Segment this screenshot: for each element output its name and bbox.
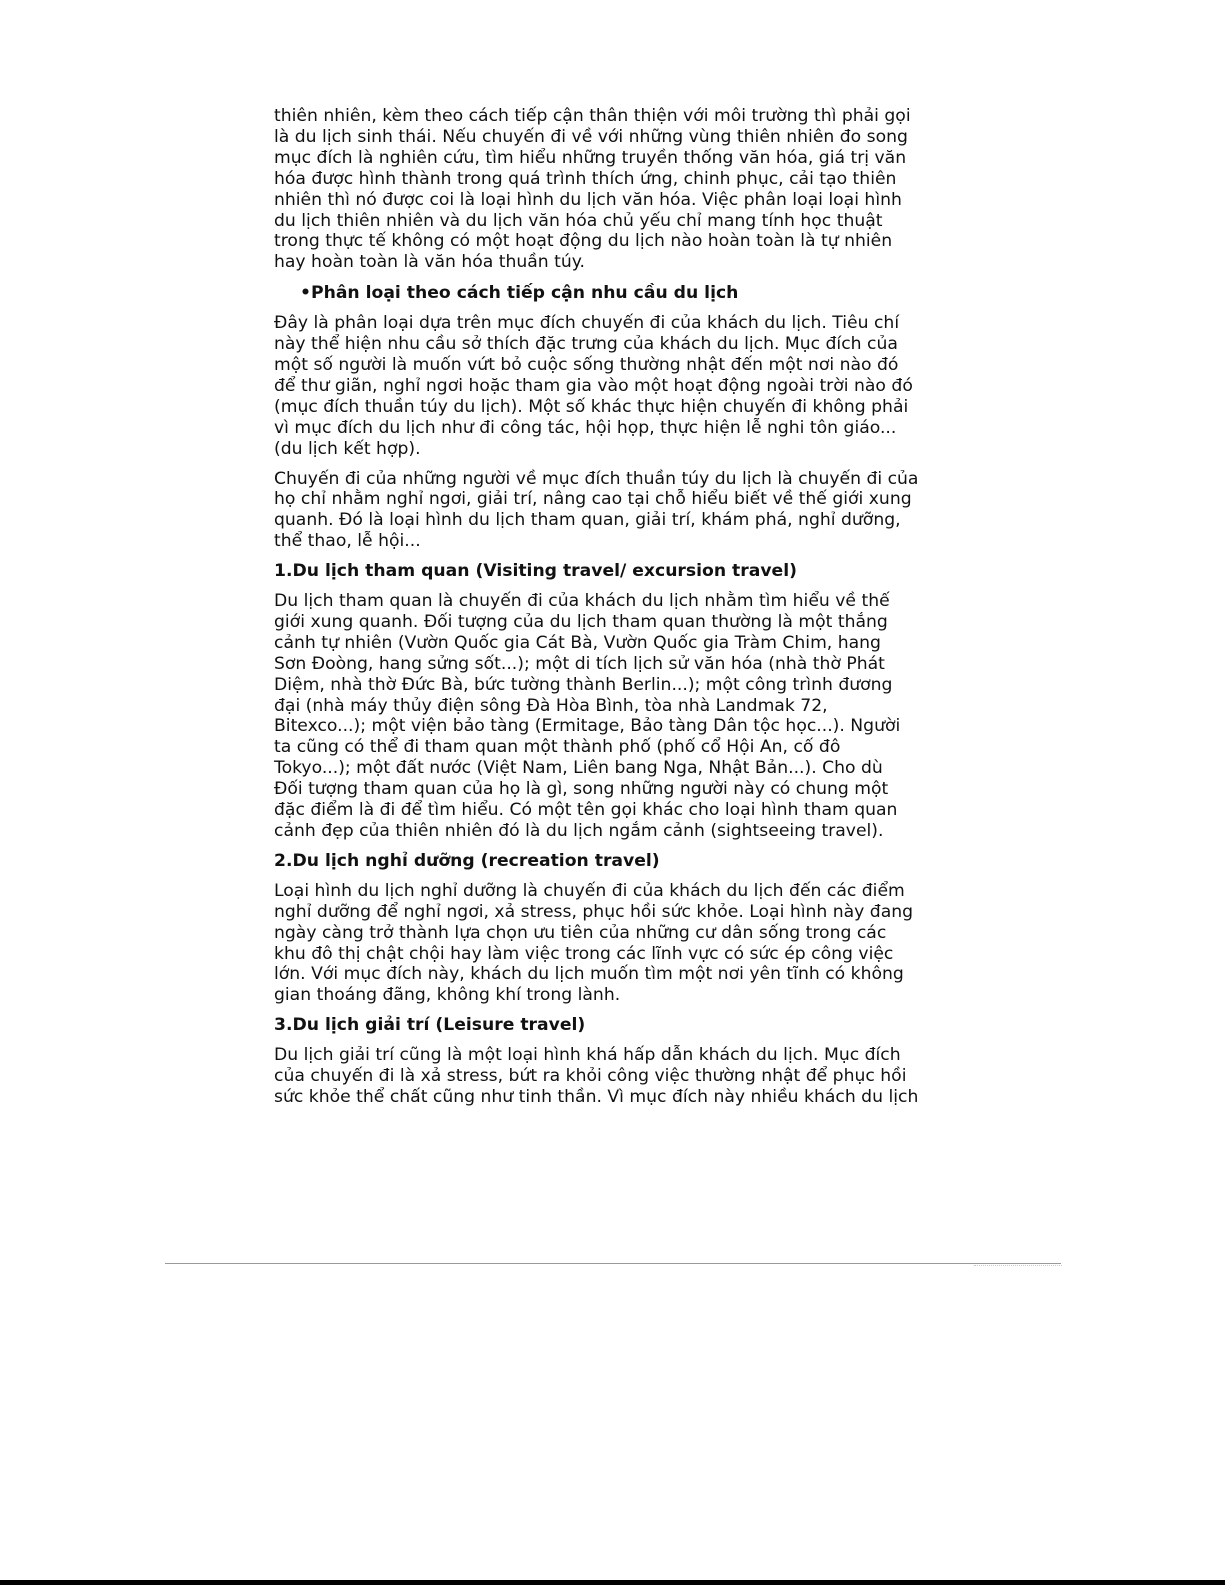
bottom-edge-bar (0, 1580, 1225, 1585)
paragraph-leisure-travel: Du lịch giải trí cũng là một loại hình khá hấp dẫn khách du lịch. Mục đích của chuyến đi là xả stress, bứt ra khỏi công việc thường nhật để phục hồi sức khỏe thể chất cũng như tinh thần. Vì mục đích này nhiều khách du lịch (274, 1045, 919, 1107)
page-divider (165, 1263, 1061, 1264)
heading-leisure-travel: 3.Du lịch giải trí (Leisure travel) (274, 1015, 586, 1036)
page-divider-tail (974, 1265, 1062, 1266)
document-page (274, 106, 964, 1108)
bullet-heading-classification: •Phân loại theo cách tiếp cận nhu cầu du lịch (300, 283, 739, 304)
heading-visiting-travel: 1.Du lịch tham quan (Visiting travel/ excursion travel) (274, 561, 797, 582)
paragraph-intro: thiên nhiên, kèm theo cách tiếp cận thân thiện với môi trường thì phải gọi là du lịch sinh thái. Nếu chuyến đi về với những vùng thiên nhiên đo song mục đích là nghiên cứu, tìm hiểu những truyền thống văn hóa, giá trị văn hóa được hình thành trong quá trình thích ứng, chinh phục, cải tạo thiên nhiên thì nó được coi là loại hình du lịch văn hóa. Việc phân loại loại hình du lịch thiên nhiên và du lịch văn hóa chủ yếu chỉ mang tính học thuật trong thực tế không có một hoạt động du lịch nào hoàn toàn là tự nhiên hay hoàn toàn là văn hóa thuần túy. (274, 106, 911, 273)
paragraph-recreation-travel: Loại hình du lịch nghỉ dưỡng là chuyến đi của khách du lịch đến các điểm nghỉ dưỡng để nghỉ ngơi, xả stress, phục hồi sức khỏe. Loại hình này đang ngày càng trở thành lựa chọn ưu tiên của những cư dân sống trong các khu đô thị chật chội hay làm việc trong các lĩnh vực có sức ép công việc lớn. Với mục đích này, khách du lịch muốn tìm một nơi yên tĩnh có không gian thoáng đãng, không khí trong lành. (274, 880, 914, 1006)
heading-recreation-travel: 2.Du lịch nghỉ dưỡng (recreation travel) (274, 850, 660, 871)
paragraph-pure-tourism: Chuyến đi của những người về mục đích thuần túy du lịch là chuyến đi của họ chỉ nhằm nghỉ ngơi, giải trí, nâng cao tại chỗ hiểu biết về thế giới xung quanh. Đó là loại hình du lịch tham quan, giải trí, khám phá, nghỉ dưỡng, thể thao, lễ hội... (274, 468, 919, 552)
paragraph-visiting-travel: Du lịch tham quan là chuyến đi của khách du lịch nhằm tìm hiểu về thế giới xung quanh. Đối tượng của du lịch tham quan thường là một thắng cảnh tự nhiên (Vườn Quốc gia Cát Bà, Vườn Quốc gia Tràm Chim, hang Sơn Đoòng, hang sửng sốt...); một di tích lịch sử văn hóa (nhà thờ Phát Diệm, nhà thờ Đức Bà, bức tường thành Berlin...); một công trình đương đại (nhà máy thủy điện sông Đà Hòa Bình, tòa nhà Landmak 72, Bitexco...); một viện bảo tàng (Ermitage, Bảo tàng Dân tộc học...). Người ta cũng có thể đi tham quan một thành phố (phố cổ Hội An, cố đô Tokyo...); một đất nước (Việt Nam, Liên bang Nga, Nhật Bản...). Cho dù Đối tượng tham quan của họ là gì, song những người này có chung một đặc điểm là đi để tìm hiểu. Có một tên gọi khác cho loại hình tham quan cảnh đẹp của thiên nhiên đó là du lịch ngắm cảnh (sightseeing travel). (274, 591, 901, 841)
paragraph-travel-needs: Đây là phân loại dựa trên mục đích chuyến đi của khách du lịch. Tiêu chí này thể hiện nhu cầu sở thích đặc trưng của khách du lịch. Mục đích của một số người là muốn vứt bỏ cuộc sống thường nhật đến một nơi nào đó để thư giãn, nghỉ ngơi hoặc tham gia vào một hoạt động ngoài trời nào đó (mục đích thuần túy du lịch). Một số khác thực hiện chuyến đi không phải vì mục đích du lịch như đi công tác, hội họp, thực hiện lễ nghi tôn giáo... (du lịch kết hợp). (274, 313, 913, 459)
